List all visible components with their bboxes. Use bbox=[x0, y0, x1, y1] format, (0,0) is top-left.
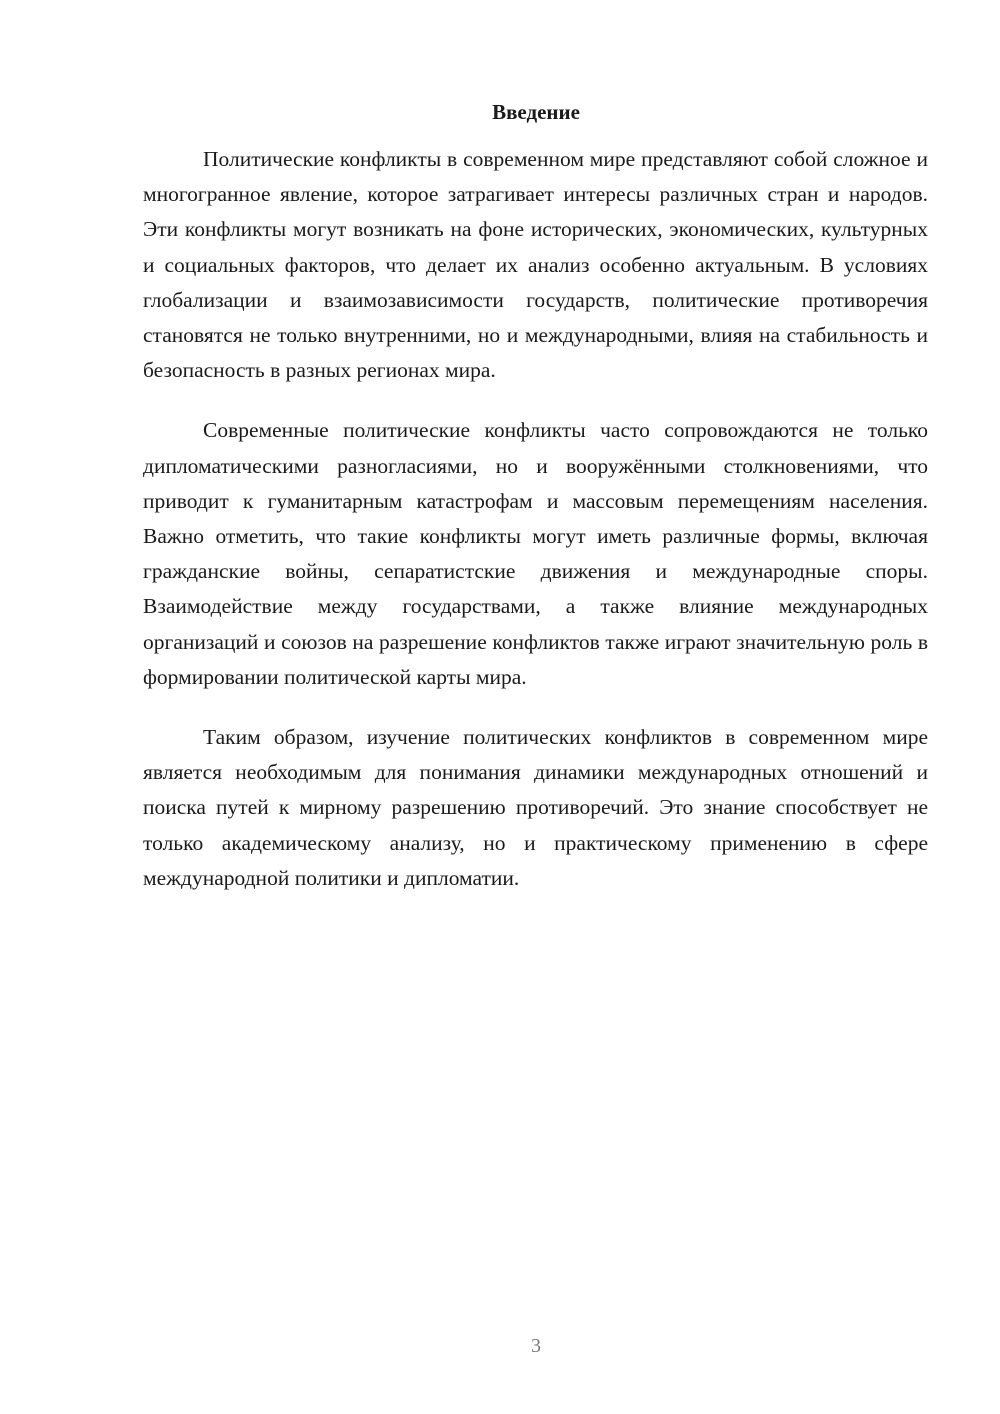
body-text bbox=[143, 142, 928, 921]
paragraph-2: Современные политические конфликты часто сопровождаются не только дипломатическими разногласиями, но и вооружёнными столкновениями, что приводит к гуманитарным катастрофам и массовым перемещениям населения. Важно отметить, что такие конфликты могут иметь различные формы, включая гражданские войны, сепаратистские движения и международные споры. Взаимодействие между государствами, а также влияние международных организаций и союзов на разрешение конфликтов также играют значительную роль в формировании политической карты мира. bbox=[143, 418, 928, 689]
paragraph-3: Таким образом, изучение политических конфликтов в современном мире является необходимым для понимания динамики международных отношений и поиска путей к мирному разрешению противоречий. Это знание способствует не только академическому анализу, но и практическому применению в сфере международной политики и дипломатии. bbox=[143, 725, 928, 890]
section-title: Введение bbox=[492, 100, 580, 124]
paragraph-1: Политические конфликты в современном мире представляют собой сложное и многогранное явление, которое затрагивает интересы различных стран и народов. Эти конфликты могут возникать на фоне исторических, экономических, культурных и социальных факторов, что делает их анализ особенно актуальным. В условиях глобализации и взаимозависимости государств, политические противоречия становятся не только внутренними, но и международными, влияя на стабильность и безопасность в разных регионах мира. bbox=[143, 147, 928, 383]
page-number: 3 bbox=[531, 1335, 541, 1357]
